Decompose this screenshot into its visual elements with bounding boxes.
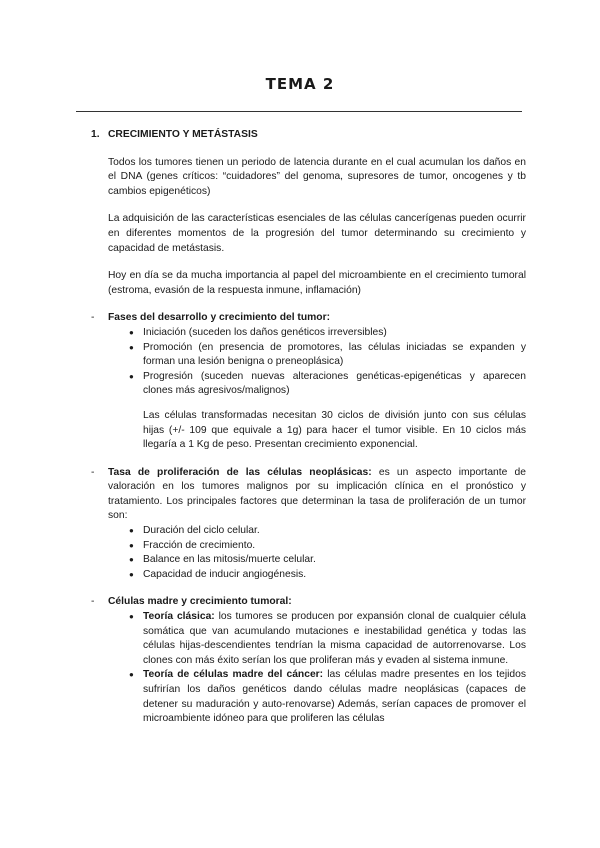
paragraph-adquisicion: La adquisición de las características esenciales de las células cancerígenas pueden ocurrir en diferentes momentos de la progresión del tumor determinando su crecimiento y capacidad de metástasis. [108, 213, 526, 254]
list-item: ● Duración del ciclo celular. [143, 524, 526, 539]
theory-label: Teoría de células madre del cáncer: [143, 669, 324, 681]
list-item: ● Capacidad de inducir angiogénesis. [143, 568, 526, 583]
dash-marker: - [91, 466, 95, 478]
list-item: ● Teoría clásica: los tumores se producen por expansión clonal de cualquier célula somática que van acumulando mutaciones e inestabilidad genética y todas las células hijas-descendientes tendrían la misma capacidad de autorrenovarse. Los clones con más éxito serían los que proliferan más y evaden al sistema inmune. [129, 611, 527, 666]
celulas-list [0, 610, 600, 727]
bullet-icon: ● [129, 612, 134, 622]
section-number: 1. [91, 129, 100, 140]
fases-heading: Fases del desarrollo y crecimiento del tumor: [108, 312, 331, 324]
bullet-icon: ● [129, 526, 134, 536]
list-item: ● Balance en las mitosis/muerte celular. [143, 553, 526, 568]
section-heading [91, 128, 600, 143]
list-item: ● Iniciación (suceden los daños genéticos irreversibles) [143, 326, 526, 341]
title-divider [76, 111, 522, 112]
list-item: ● Promoción (en presencia de promotores, las células iniciadas se expanden y forman una lesión benigna o preneoplásica) [129, 341, 526, 368]
tasa-heading: Tasa de proliferación de las células neoplásicas: [108, 466, 372, 478]
list-item: ● Fracción de crecimiento. [143, 539, 526, 554]
section-tasa [0, 466, 600, 583]
dash-marker: - [91, 312, 95, 324]
bullet-icon: ● [129, 555, 134, 565]
bullet-icon: ● [129, 371, 134, 381]
fases-list [0, 326, 600, 399]
bullet-icon: ● [129, 569, 134, 579]
list-item: ● Teoría de células madre del cáncer: las células madre presentes en los tejidos sufrirían los daños genéticos dando células madre neoplásicas (capaces de detener su maduración y auto-renovarse) Además, serían capaces de promover el microambiente idóneo para que proliferen las células [129, 669, 527, 725]
section-title: CRECIMIENTO Y METÁSTASIS [108, 129, 258, 140]
fases-note: Las células transformadas necesitan 30 ciclos de división junto con sus células hijas (+/- 109 que equivale a 1g) para hacer el tumor visible. En 10 ciclos más llegaría a 1 Kg de peso. Presentan crecimiento exponencial. [143, 409, 526, 451]
bullet-icon: ● [129, 670, 134, 680]
tasa-list [0, 524, 600, 582]
bullet-icon: ● [129, 540, 134, 550]
section-fases [0, 311, 600, 452]
page-title: TEMA 2 [265, 75, 335, 93]
bullet-icon: ● [129, 327, 134, 337]
paragraph-latencia: Todos los tumores tienen un periodo de latencia durante en el cual acumulan los daños en el DNA (genes críticos: “cuidadores” del genoma, supresores de tumor, oncogenes y tb cambios epigenéticos) [108, 156, 526, 197]
dash-marker: - [91, 596, 95, 608]
bullet-icon: ● [129, 342, 134, 352]
section-celulas-madre [0, 595, 600, 726]
list-item: ● Progresión (suceden nuevas alteraciones genéticas-epigenéticas y aparecen clones más agresivos/malignos) [129, 370, 526, 397]
document-body [0, 128, 600, 740]
tasa-text: es un aspecto importante de valoración en los tumores malignos por su implicación clínica en el pronóstico y tratamiento. Los principales factores que determinan la tasa de proliferación de un tumor son: [108, 466, 526, 522]
paragraph-microambiente: Hoy en día se da mucha importancia al papel del microambiente en el crecimiento tumoral (estroma, evasión de la respuesta inmune, inflamación) [108, 270, 526, 296]
theory-label: Teoría clásica: [143, 611, 215, 623]
celulas-heading: Células madre y crecimiento tumoral: [108, 596, 292, 608]
